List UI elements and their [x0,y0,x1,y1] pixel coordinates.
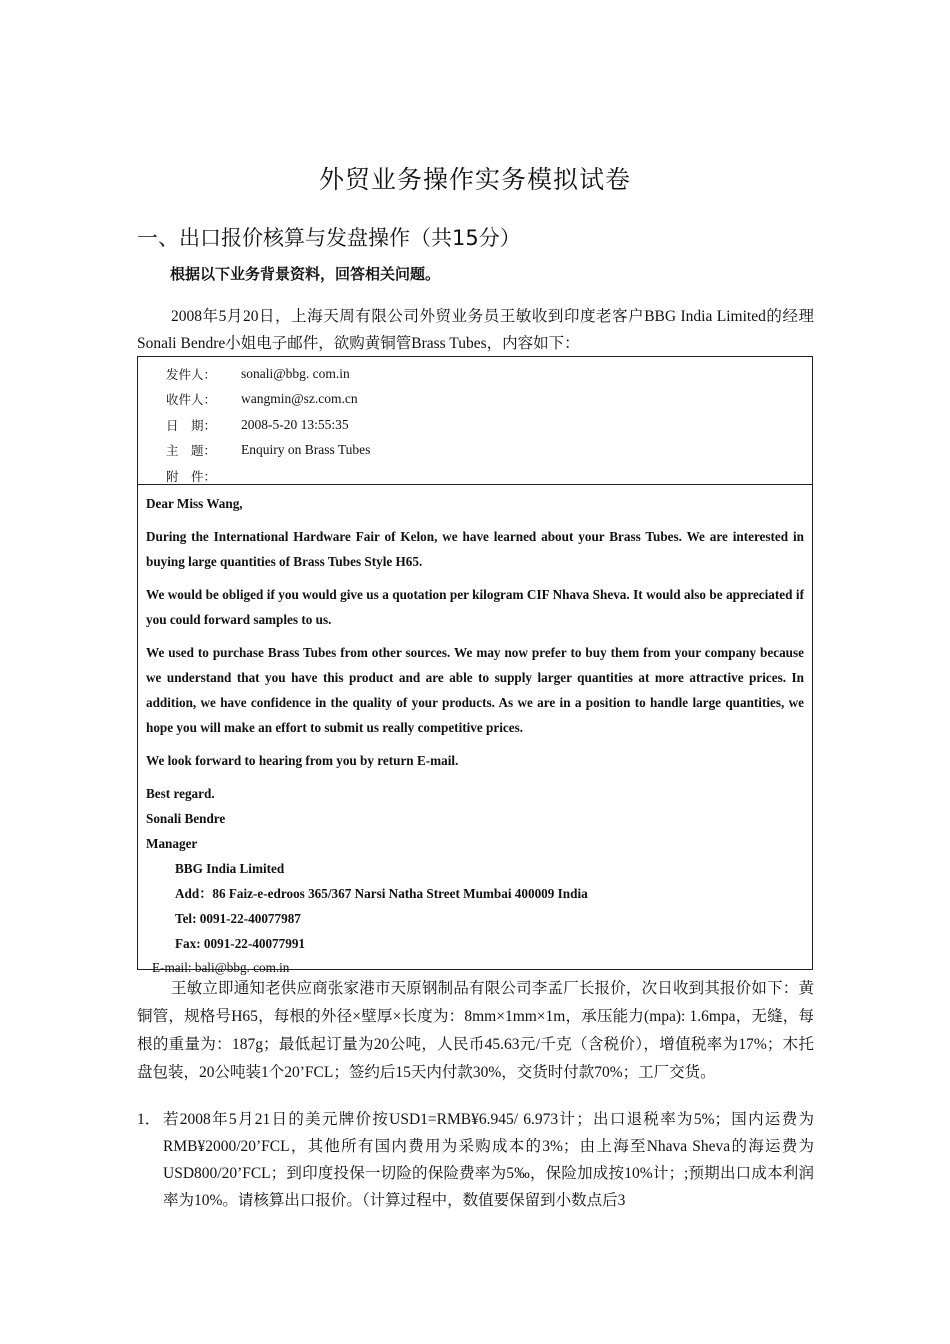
signer-name: Sonali Bendre [146,811,226,826]
instruction-text: 根据以下业务背景资料，回答相关问题。 [170,265,441,283]
email-paragraph-1: During the International Hardware Fair of Kelon, we have learned about your Brass Tubes. We are interested in buying large quantities of Brass Tubes Style H65. [146,529,804,569]
signer-fax: Fax: 0091-22-40077991 [175,936,306,951]
signer-tel: Tel: 0091-22-40077987 [175,911,301,926]
email-from-row [138,361,812,387]
email-subject-row [138,438,812,464]
supplier-reply-paragraph: 王敏立即通知老供应商张家港市天原钢制品有限公司李孟厂长报价，次日收到其报价如下：黄铜管，规格号H65，每根的外径×壁厚×长度为：8mm×1mm×1m，承压能力(mpa): 1.6mpa，无缝，每根的重量为：187g；最低起订量为20公吨，人民币45.63元/千克（含税价），增值税率为17%；木托盘包装，20公吨装1个20’FCL；签约后15天内付款30%，交货时付款70%；工厂交货。 [137,980,814,1081]
question-text: 若2008年5月21日的美元牌价按USD1=RMB¥6.945/ 6.973计；出口退税率为5%；国内运费为RMB¥2000/20’FCL，其他所有国内费用为采购成本的3%；由上海至Nhava Sheva的海运费为USD800/20’FCL；到印度投保一切险的保险费率为5‰，保险加成按10%计；;预期出口成本利润率为10%。请核算出口报价。（计算过程中，数值要保留到小数点后3 [163,1111,814,1209]
email-box [137,356,813,975]
attachment-label: 附 件： [166,468,217,484]
subject-value: Enquiry on Brass Tubes [241,442,371,458]
signer-position: Manager [146,836,198,851]
email-header [138,357,812,485]
email-date-row [138,412,812,438]
email-greeting: Dear Miss Wang, [146,496,243,511]
intro-paragraph: 2008年5月20日，上海天周有限公司外贸业务员王敏收到印度老客户BBG India Limited的经理Sonali Bendre小姐电子邮件，欲购黄铜管Brass Tubes，内容如下： [137,308,814,352]
to-label: 收件人： [166,392,217,408]
email-paragraph-4: We look forward to hearing from you by return E-mail. [146,753,459,768]
email-paragraph-3: We used to purchase Brass Tubes from other sources. We may now prefer to buy them from your company because we understand that you have this product and are able to supply larger quantities at more attractive prices. In addition, we have confidence in the quality of your products. As we are in a position to handle large quantities, we hope you will make an effort to submit us really competitive prices. [146,645,804,735]
to-value: wangmin@sz.com.cn [241,391,358,407]
date-value: 2008-5-20 13:55:35 [241,416,349,432]
section-title: 一、出口报价核算与发盘操作（共15分） [137,226,521,250]
from-label: 发件人： [166,366,217,382]
date-label: 日 期： [166,417,217,433]
email-closing: Best regard. [146,786,215,801]
email-to-row [138,387,812,413]
from-value: sonali@bbg. com.in [241,365,350,381]
question-1 [137,1106,814,1214]
question-number: 1． [137,1111,161,1128]
document-title: 外贸业务操作实务模拟试卷 [318,165,631,194]
signer-company: BBG India Limited [175,861,285,876]
signer-email: E-mail: bali@bbg. com.in [152,960,290,975]
signer-address: Add：86 Faiz-e-edroos 365/367 Narsi Natha Street Mumbai 400009 India [175,886,588,901]
email-paragraph-2: We would be obliged if you would give us a quotation per kilogram CIF Nhava Sheva. It would also be appreciated if you could forward samples to us. [146,587,804,627]
email-body [138,485,812,956]
subject-label: 主 题： [166,443,217,459]
